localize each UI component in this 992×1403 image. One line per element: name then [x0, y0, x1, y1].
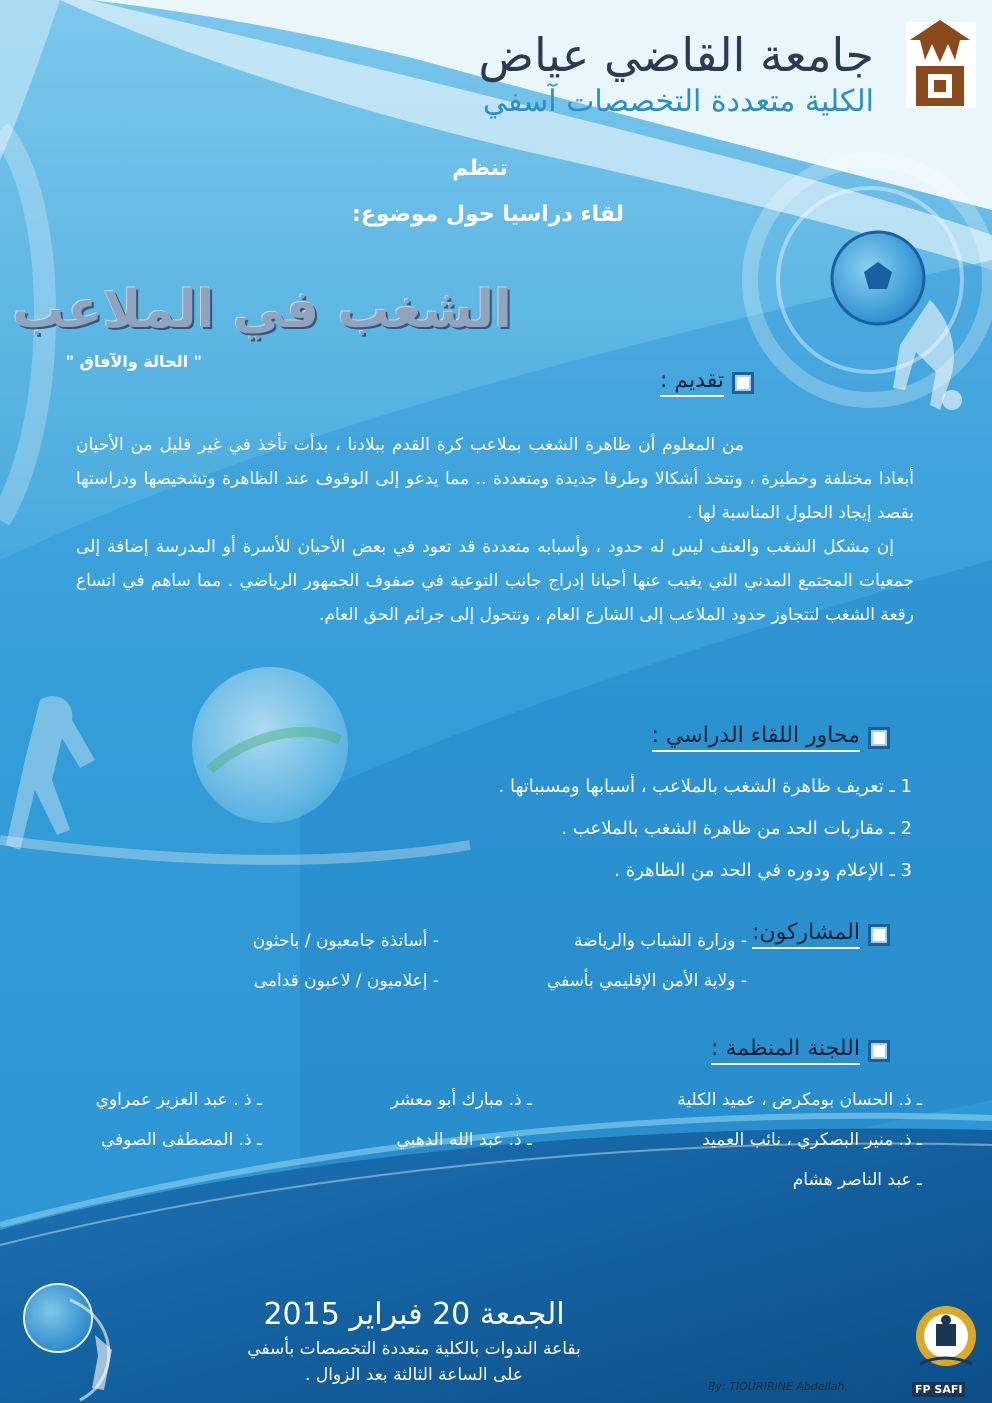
committee-column-1	[677, 1080, 922, 1200]
axes-heading: محاور اللقاء الدراسي :	[652, 723, 890, 752]
list-item: 3 ـ الإعلام ودوره في الحد من الظاهرة .	[614, 860, 912, 881]
intro-paragraph: من المعلوم أن ظاهرة الشغب بملاعب كرة القدم ببلادنا ، بدأت تأخذ في غير قليل من الأحيان أبعادا مختلفة وخطيرة ، وتتخذ أشكالا وطرقا جديدة ومتعددة .. مما يدعو إلى الوقوف عند الظاهرة وتشخيصها ودراستها بقصد إيجاد الحلول المناسبة لها .	[76, 435, 914, 523]
list-item: ـ ذ . عبد العزيز عمراوي	[95, 1090, 262, 1110]
event-subtitle: " الحالة والآفاق "	[65, 352, 202, 371]
intro-text	[76, 428, 914, 632]
time-line: على الساعة الثالثة بعد الزوال .	[305, 1365, 523, 1385]
committee-column-3	[96, 1080, 262, 1160]
faculty-name: الكلية متعددة التخصصات آسفي	[482, 84, 874, 119]
organizes-label: تنظم	[452, 156, 508, 181]
intro-paragraph: إن مشكل الشغب والعنف ليس له حدود ، وأسبابه متعددة قد تعود في بعض الأحيان للأسرة أو المدرسة إضافة إلى جمعيات المجتمع المدني التي يغيب عنها أحيانا إدراج جانب التوعية في صفوف الجمهور الرياضي . مما ساهم في اتساع رقعة الشغب لتتجاوز حدود الملاعب إلى الشارع العام ، وتتحول إلى جرائم الحق العام.	[76, 537, 914, 625]
venue-line: بقاعة الندوات بالكلية متعددة التخصصات بأسفي	[247, 1339, 581, 1359]
participants-column-right	[547, 921, 747, 1001]
list-item: - ولاية الأمن الإقليمي بأسفي	[546, 971, 747, 991]
fp-safi-label: FP SAFI	[912, 1382, 965, 1397]
list-item: ـ ذ. المصطفى الصوفي	[100, 1130, 262, 1150]
participants-column-left	[253, 921, 439, 1001]
heading-bullet-icon	[868, 1040, 890, 1062]
axes-list	[312, 766, 912, 892]
list-item: - وزارة الشباب والرياضة	[574, 931, 747, 951]
meeting-label: لقاء دراسيا حول موضوع:	[352, 202, 624, 227]
list-item: ـ ذ. مبارك أبو معشر	[390, 1090, 532, 1110]
list-item: ـ ذ. الحسان بومكرض ، عميد الكلية	[677, 1090, 922, 1110]
list-item: ـ ذ. منير البصكري ، نائب العميد	[702, 1130, 922, 1150]
fp-safi-logo-icon	[916, 1306, 976, 1366]
list-item: 1 ـ تعريف ظاهرة الشغب بالملاعب ، أسبابها ومسبباتها .	[498, 776, 912, 797]
heading-bullet-icon	[868, 924, 890, 946]
list-item: - أساتذة جامعيون / باحثون	[252, 931, 439, 951]
event-venue	[0, 1336, 828, 1388]
list-item: 2 ـ مقاربات الحد من ظاهرة الشغب بالملاعب .	[561, 818, 912, 839]
committee-column-2	[391, 1080, 532, 1160]
event-date: الجمعة 20 فبراير 2015	[263, 1297, 565, 1332]
heading-bullet-icon	[732, 372, 754, 394]
list-item: ـ عبد الناصر هشام	[792, 1170, 922, 1190]
list-item: - إعلاميون / لاعبون قدامى	[253, 971, 439, 991]
heading-bullet-icon	[868, 727, 890, 749]
participants-heading: المشاركون:	[752, 920, 890, 949]
event-title: الشغب في الملاعب	[12, 280, 512, 340]
university-logo-icon	[906, 20, 976, 108]
designer-credit: By: TIOURIRINE Abdellah	[708, 1380, 845, 1393]
university-name: جامعة القاضي عياض	[478, 28, 874, 82]
committee-heading: اللجنة المنظمة :	[711, 1036, 890, 1065]
list-item: ـ ذ. عبد الله الدهبي	[396, 1130, 532, 1150]
intro-heading: تقديم :	[660, 368, 754, 397]
